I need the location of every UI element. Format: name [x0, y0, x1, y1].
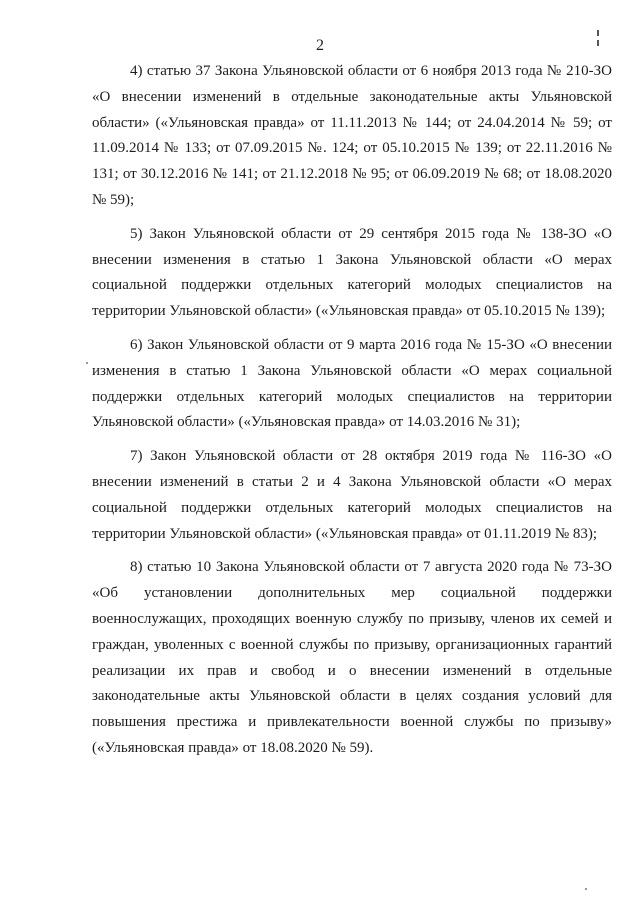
- page-number: 2: [316, 37, 324, 54]
- scan-speck: [86, 362, 88, 364]
- list-item-5: 5) Закон Ульяновской области от 29 сентября 2015 года № 138-ЗО «О внесении изменения в статью 1 Закона Ульяновской области «О мерах социальной поддержки отдельных категорий молодых специалистов на территории Ульяновской области» («Ульяновская правда» от 05.10.2015 № 139);: [92, 225, 612, 320]
- list-item-7: 7) Закон Ульяновской области от 28 октября 2019 года № 116-ЗО «О внесении изменений в статьи 2 и 4 Закона Ульяновской области «О мерах социальной поддержки отдельных категорий молодых специалистов на территории Ульяновской области» («Ульяновская правда» от 01.11.2019 № 83);: [92, 448, 612, 542]
- document-body: [92, 59, 612, 770]
- list-item-8: 8) статью 10 Закона Ульяновской области от 7 августа 2020 года № 73-ЗО «Об установлении дополнительных мер социальной поддержки военнослужащих, проходящих военную службу по призыву, членов их семей и граждан, уволенных с военной службы по призыву, организационных гарантий реализации их прав и свобод и о внесении изменений в отдельные законодательные акты Ульяновской области в целях создания условий для повышения престижа и привлекательности военной службы по призыву» («Ульяновская правда» от 18.08.2020 № 59).: [92, 559, 612, 756]
- scan-speck: [585, 888, 587, 890]
- list-item-4: 4) статью 37 Закона Ульяновской области от 6 ноября 2013 года № 210-ЗО «О внесении изменений в отдельные законодательные акты Ульяновской области» («Ульяновская правда» от 11.11.2013 № 144; от 24.04.2014 № 59; от 11.09.2014 № 133; от 07.09.2015 №. 124; от 05.10.2015 № 139; от 22.11.2016 № 131; от 30.12.2016 № 141; от 21.12.2018 № 95; от 06.09.2019 № 68; от 18.08.2020 № 59);: [92, 63, 612, 208]
- list-item-6: 6) Закон Ульяновской области от 9 марта 2016 года № 15-ЗО «О внесении изменения в статью 1 Закона Ульяновской области «О мерах социальной поддержки отдельных категорий молодых специалистов на территории Ульяновской области» («Ульяновская правда» от 14.03.2016 № 31);: [92, 336, 612, 431]
- binding-mark: [597, 30, 600, 54]
